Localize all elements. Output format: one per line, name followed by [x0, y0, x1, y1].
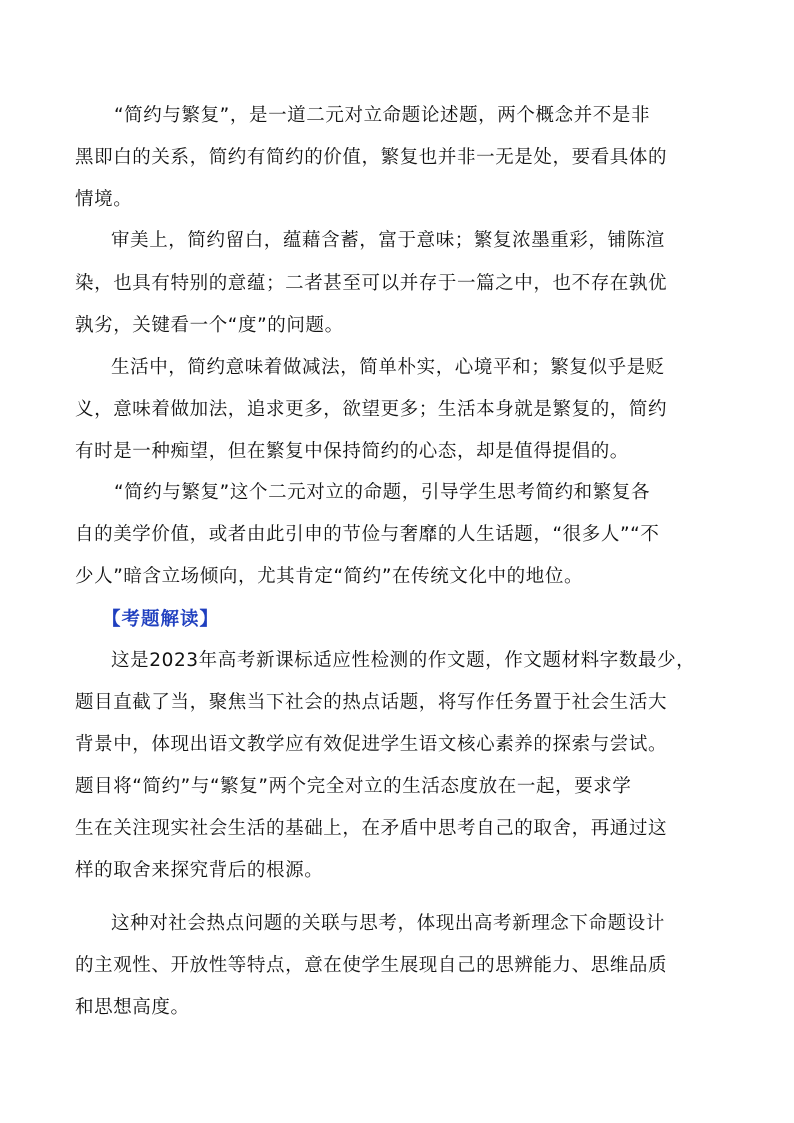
paragraph-6-line-2: 的主观性、开放性等特点，意在使学生展现自己的思辨能力、思维品质: [75, 955, 668, 976]
paragraph-6-line-3: 和思想高度。: [75, 997, 190, 1018]
paragraph-1-line-2: 黑即白的关系，简约有简约的价值，繁复也并非一无是处，要看具体的: [75, 147, 668, 168]
paragraph-6-line-1: 这种对社会热点问题的关联与思考，体现出高考新理念下命题设计: [111, 913, 665, 934]
paragraph-5-line-2: 题目直截了当，聚焦当下社会的热点话题，将写作任务置于社会生活大: [75, 692, 668, 713]
paragraph-5-line-6: 样的取舍来探究背后的根源。: [75, 860, 324, 881]
paragraph-5-line-1: 这是2023年高考新课标适应性检测的作文题，作文题材料字数最少，: [111, 650, 696, 671]
paragraph-2-line-2: 染，也具有特别的意蕴；二者甚至可以并存于一篇之中，也不存在孰优: [75, 273, 668, 294]
paragraph-3-line-1: 生活中，简约意味着做减法，简单朴实，心境平和；繁复似乎是贬: [111, 357, 665, 378]
paragraph-4-line-1: “简约与繁复”这个二元对立的命题，引导学生思考简约和繁复各: [114, 482, 651, 503]
section-heading: 【考题解读】: [102, 609, 220, 630]
paragraph-4-line-3: 少人”暗含立场倾向，尤其肯定“简约”在传统文化中的地位。: [75, 566, 584, 587]
paragraph-3-line-3: 有时是一种痴望，但在繁复中保持简约的心态，却是值得提倡的。: [75, 441, 629, 462]
paragraph-5-line-4: 题目将“简约”与“繁复”两个完全对立的生活态度放在一起，要求学: [75, 776, 632, 797]
paragraph-4-line-2: 自的美学价值，或者由此引申的节俭与奢靡的人生话题，“很多人”“不: [75, 524, 660, 545]
paragraph-5-line-5: 生在关注现实社会生活的基础上，在矛盾中思考自己的取舍，再通过这: [75, 818, 668, 839]
paragraph-5-line-3: 背景中，体现出语文教学应有效促进学生语文核心素养的探索与尝试。: [75, 734, 668, 755]
paragraph-2-line-3: 孰劣，关键看一个“度”的问题。: [75, 315, 344, 336]
paragraph-2-line-1: 审美上，简约留白，蕴藉含蓄，富于意味；繁复浓墨重彩，铺陈渲: [111, 230, 665, 251]
paragraph-1-line-1: “简约与繁复”，是一道二元对立命题论述题，两个概念并不是非: [114, 105, 651, 126]
paragraph-3-line-2: 义，意味着做加法，追求更多，欲望更多；生活本身就是繁复的，简约: [75, 399, 668, 420]
paragraph-1-line-3: 情境。: [75, 189, 133, 210]
